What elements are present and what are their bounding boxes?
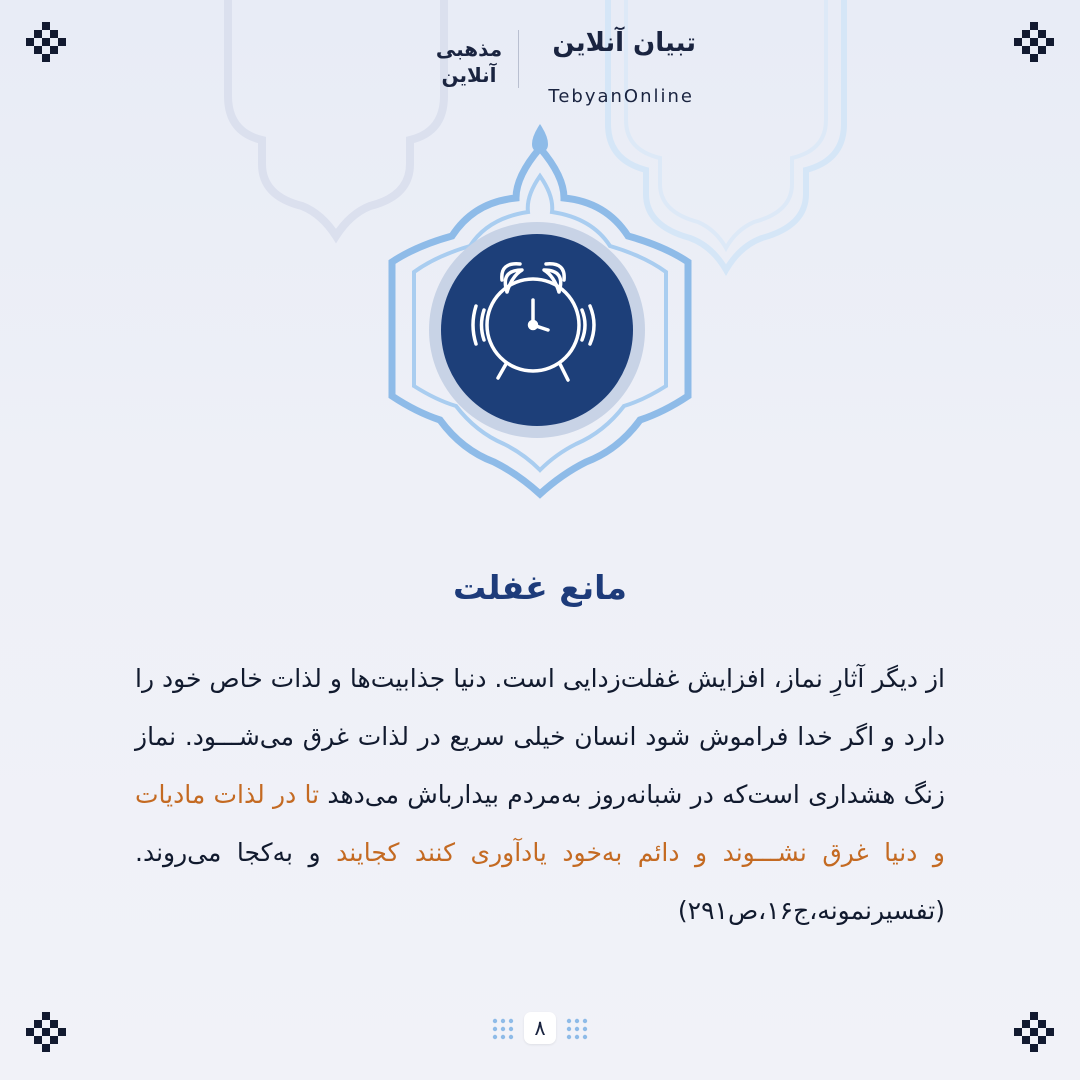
brand-logo — [426, 22, 696, 107]
brand-name-latin: TebyanOnline — [548, 86, 694, 107]
brand-subtitle-line1: مذهبی — [435, 37, 503, 61]
page-title: مانع غفلت — [453, 568, 627, 607]
pixel-ornament-icon — [1014, 1012, 1054, 1052]
body-text-part1: از دیگر آثارِ نماز، افزایش غفلت‌زدایی است. دنیا جذابیت‌ها و لذات خاص خود را دارد و اگر خدا فراموش شود انسان خیلی سریع در لذات غرق می‌شـــود. نماز زنگ هشداری است‌که در شبانه‌روز به‌مردم بیدارباش می‌دهد — [135, 664, 945, 809]
body-paragraph — [135, 650, 945, 940]
drop-ornament — [532, 124, 548, 152]
pixel-ornament-icon — [26, 22, 66, 62]
body-text-highlight: تا در لذات مادیات و دنیا غرق نشـــوند و دائم به‌خود یادآوری کنند کجایند — [135, 780, 945, 867]
brand-name: تبیان آنلاین — [552, 28, 696, 58]
page-number: ۸ — [524, 1012, 556, 1044]
dots-icon — [566, 1018, 588, 1040]
dots-icon — [492, 1018, 514, 1040]
pixel-ornament-icon — [1014, 22, 1054, 62]
alarm-badge-circle — [441, 234, 633, 426]
brand-subtitle — [426, 36, 512, 88]
brand-subtitle-line2: آنلاین — [441, 63, 497, 87]
body-text-part2: و به‌کجا می‌روند.(تفسیرنمونه،ج۱۶،ص۲۹۱) — [135, 838, 945, 925]
left-window-frame — [228, 0, 444, 236]
pixel-ornament-icon — [26, 1012, 66, 1052]
brand-divider — [518, 30, 519, 88]
page-indicator — [480, 1012, 600, 1046]
